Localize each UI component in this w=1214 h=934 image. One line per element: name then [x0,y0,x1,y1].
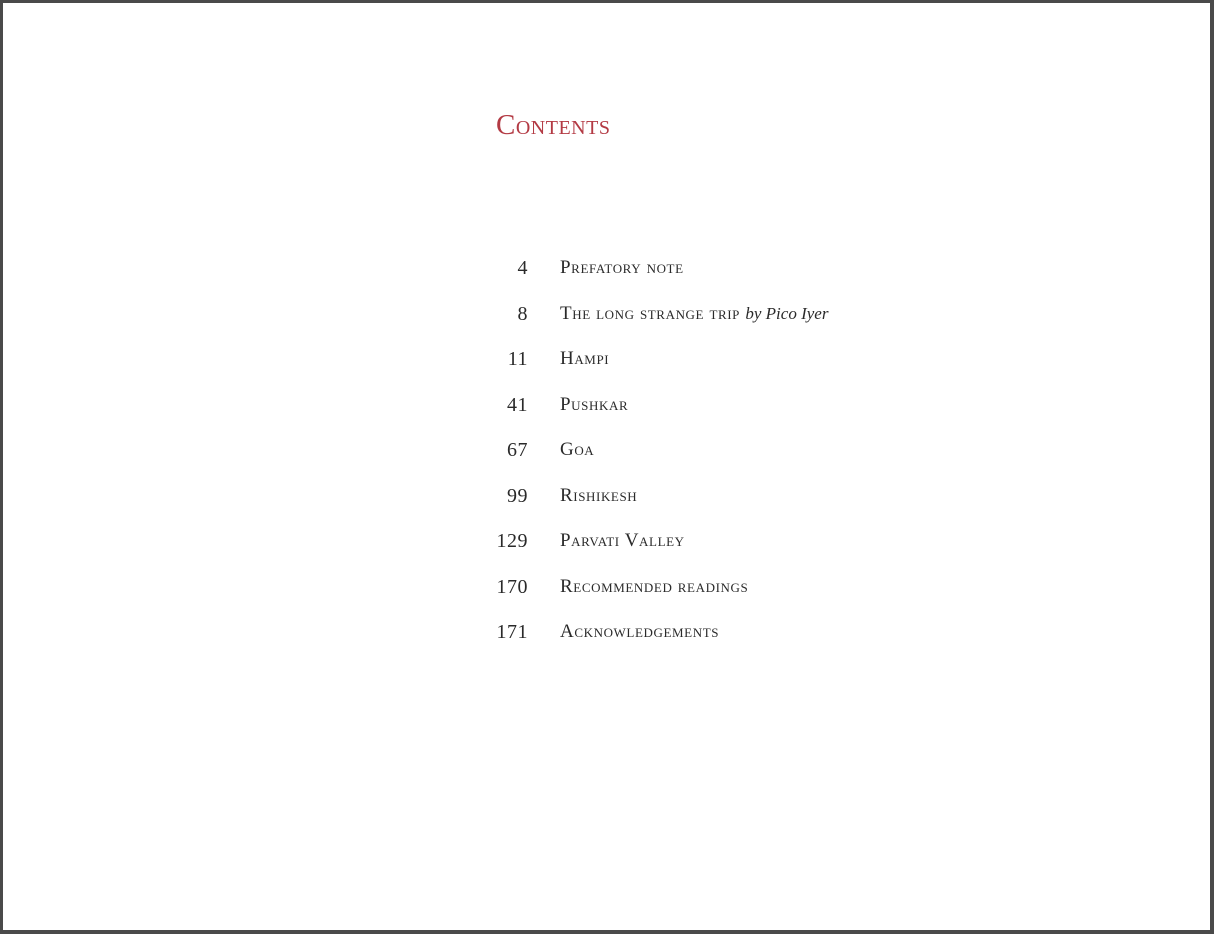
toc-title-text: Recommended readings [560,575,749,597]
toc-entry[interactable] [473,479,973,525]
toc-title-text: Prefatory note [560,257,684,278]
toc-byline: by Pico Iyer [745,303,829,323]
toc-page-number: 170 [496,575,528,598]
toc-page-number: 11 [507,348,528,370]
toc-entry-title [560,394,628,416]
toc-entry[interactable] [473,433,973,479]
toc-page-number: 67 [507,439,528,461]
toc-entry-title [560,576,748,598]
toc-entry[interactable] [473,297,973,343]
table-of-contents [473,251,973,661]
toc-page-number: 4 [517,257,528,279]
toc-title-text: Rishikesh [560,484,638,506]
contents-heading: Contents [496,109,611,141]
toc-entry-title [560,348,609,370]
toc-entry-title [560,485,637,507]
toc-entry-title [560,439,594,461]
toc-entry[interactable] [473,342,973,388]
toc-title-text: Hampi [560,348,610,369]
toc-entry[interactable] [473,570,973,616]
toc-entry[interactable] [473,615,973,661]
toc-title-text: Goa [560,439,595,460]
toc-entry[interactable] [473,524,973,570]
toc-title-text: The long strange trip [560,302,741,324]
toc-entry[interactable] [473,388,973,434]
toc-entry[interactable] [473,251,973,297]
toc-page-number: 99 [507,484,528,507]
toc-page-number: 171 [496,621,528,643]
toc-entry-title [560,303,828,325]
toc-page-number: 129 [496,530,528,552]
toc-entry-title [560,530,685,552]
toc-title-text: Pushkar [560,393,629,415]
toc-title-text: Acknowledgements [560,621,720,642]
toc-entry-title [560,621,719,643]
toc-page-number: 8 [517,302,528,325]
toc-title-text: Parvati Valley [560,530,685,551]
toc-entry-title [560,257,684,279]
toc-page-number: 41 [507,393,528,416]
